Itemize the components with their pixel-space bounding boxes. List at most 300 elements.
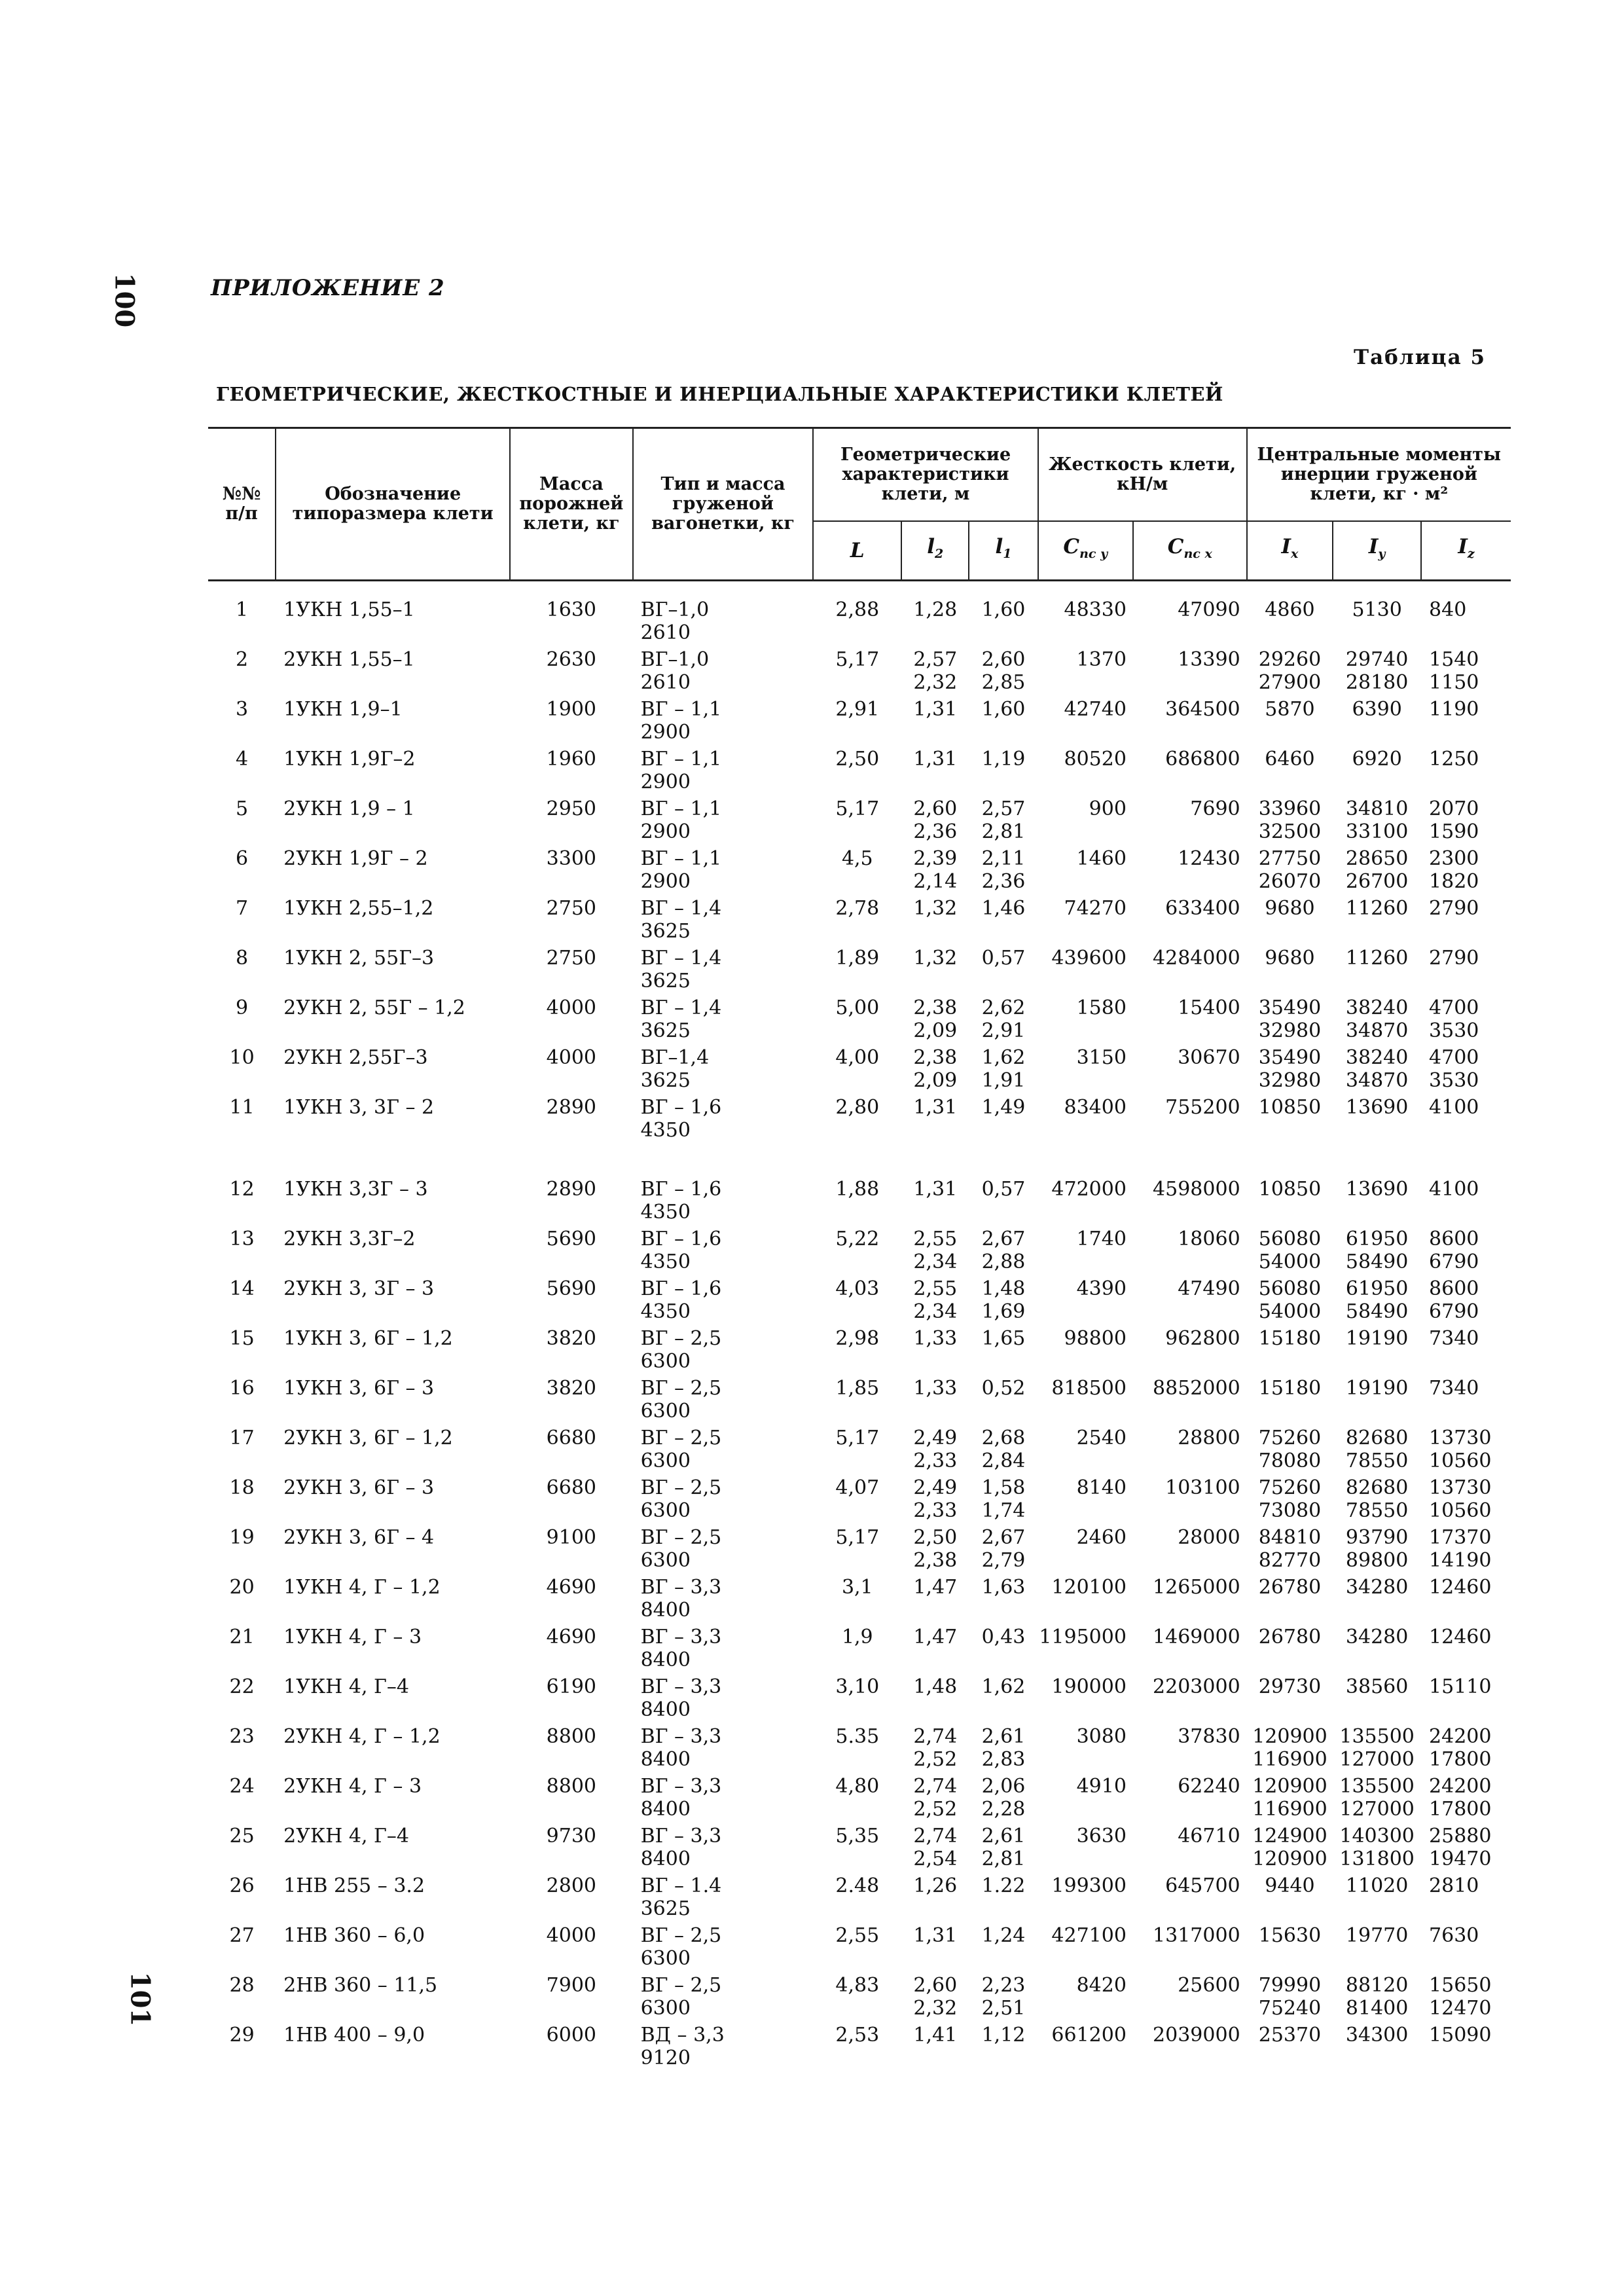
cell-wagon-line: 2610	[640, 671, 691, 694]
cell-ix	[1247, 1870, 1333, 1920]
cell-ix-line: 27750	[1258, 847, 1322, 870]
cell-name: 1НВ 400 – 9,0	[283, 2024, 425, 2047]
cell-l2-line: 1,33	[913, 1377, 958, 1400]
cell-cx: 15400	[1178, 996, 1240, 1019]
cell-ix-line: 32500	[1258, 820, 1322, 843]
cell-iy-line: 93790	[1345, 1526, 1409, 1549]
cell-mass: 6680	[546, 1427, 597, 1449]
cell-cx: 13390	[1178, 648, 1240, 671]
cell-mass: 4690	[546, 1576, 597, 1599]
cell-name: 2УКН 4, Г – 3	[283, 1775, 422, 1798]
cell-L: 5,17	[835, 1427, 880, 1449]
cell-l2-line: 1,31	[913, 698, 958, 721]
cell-l1-line: 2,67	[981, 1228, 1026, 1250]
cell-wagon-line: ВГ – 3,3	[640, 1825, 722, 1848]
cell-l2-line: 2,57	[913, 648, 958, 671]
cell-mass: 2800	[546, 1874, 597, 1897]
cell-L: 4,83	[835, 1974, 880, 1997]
header-stiffness: Жесткость клети, кН/м	[1038, 428, 1247, 522]
cell-l1	[969, 1042, 1038, 1092]
cell-l1	[969, 1373, 1038, 1423]
cell-l1	[969, 581, 1038, 645]
cell-iy-line: 127000	[1339, 1798, 1415, 1821]
cell-iz-line: 1190	[1429, 698, 1479, 721]
cell-cx: 686800	[1165, 748, 1240, 771]
cell-L: 5,17	[835, 648, 880, 671]
cell-ix-line: 120900	[1252, 1725, 1327, 1748]
cell-l1	[969, 1671, 1038, 1721]
cell-ix	[1247, 1821, 1333, 1870]
table-row	[208, 943, 1511, 993]
cell-L: 3,10	[835, 1675, 880, 1698]
cell-iz-line: 10560	[1429, 1499, 1492, 1522]
cell-ix-line: 56080	[1258, 1277, 1322, 1300]
cell-cy: 1740	[1076, 1228, 1127, 1250]
cell-ix	[1247, 744, 1333, 793]
cell-mass: 4000	[546, 996, 597, 1019]
cell-ix	[1247, 943, 1333, 993]
cell-iz-line: 13730	[1429, 1476, 1492, 1499]
cell-iz-line: 24200	[1429, 1725, 1492, 1748]
cell-l1	[969, 1920, 1038, 1970]
cell-wagon	[633, 1821, 814, 1870]
cell-iz	[1421, 694, 1511, 744]
cell-wagon-line: ВГ – 1.4	[640, 1874, 722, 1897]
cell-cy: 3080	[1076, 1725, 1127, 1748]
cell-name: 1УКН 4, Г – 3	[283, 1626, 422, 1649]
cell-wagon-line: ВГ – 2,5	[640, 1377, 722, 1400]
cell-cy: 48330	[1064, 598, 1127, 621]
cell-wagon-line: ВГ – 1,6	[640, 1277, 722, 1300]
cell-l2	[901, 1572, 969, 1622]
cell-name: 2УКН 1,9 – 1	[283, 797, 415, 820]
cell-ix-line: 54000	[1258, 1250, 1322, 1273]
cell-wagon-line: ВГ – 3,3	[640, 1725, 722, 1748]
cell-l1	[969, 1092, 1038, 1142]
cell-iz	[1421, 1224, 1511, 1273]
cell-mass: 3820	[546, 1377, 597, 1400]
cell-l1	[969, 843, 1038, 893]
header-geometry: Геометрические характеристики клети, м	[813, 428, 1038, 522]
cell-wagon-line: 8400	[640, 1698, 691, 1721]
cell-n: 18	[229, 1476, 255, 1499]
cell-wagon-line: 6300	[640, 1400, 691, 1423]
cell-cx: 4284000	[1153, 947, 1240, 970]
cell-wagon-line: ВГ – 1,4	[640, 947, 722, 970]
cell-l2	[901, 644, 969, 694]
cell-l1-line: 0,57	[981, 947, 1026, 970]
cell-L: 2,88	[835, 598, 880, 621]
table-row	[208, 744, 1511, 793]
cell-wagon-line: ВГ – 2,5	[640, 1526, 722, 1549]
cell-ix-line: 15180	[1258, 1377, 1322, 1400]
cell-iz	[1421, 843, 1511, 893]
cell-name: 1УКН 3,3Г – 3	[283, 1178, 428, 1201]
cell-wagon-line: ВГ–1,4	[640, 1046, 710, 1069]
cell-wagon-line: 3625	[640, 1019, 691, 1042]
cell-ix	[1247, 1472, 1333, 1522]
cell-l1	[969, 793, 1038, 843]
table-row	[208, 1472, 1511, 1522]
cell-iy	[1333, 1224, 1421, 1273]
cell-iz-line: 6790	[1429, 1250, 1479, 1273]
cell-iz	[1421, 1920, 1511, 1970]
cell-ix	[1247, 1970, 1333, 2020]
cell-ix-line: 26780	[1258, 1626, 1322, 1649]
cell-cx: 103100	[1165, 1476, 1240, 1499]
cell-iy	[1333, 581, 1421, 645]
cell-ix	[1247, 2020, 1333, 2069]
cell-iy	[1333, 843, 1421, 893]
cell-L: 5,35	[835, 1825, 880, 1848]
cell-wagon-line: 6300	[640, 1549, 691, 1572]
cell-mass: 6000	[546, 2024, 597, 2047]
cell-wagon-line: 2610	[640, 621, 691, 644]
cell-mass: 1960	[546, 748, 597, 771]
cell-iy-line: 135500	[1339, 1775, 1415, 1798]
cell-iz	[1421, 1870, 1511, 1920]
cell-iz	[1421, 1142, 1511, 1224]
cell-iy-line: 11260	[1345, 897, 1409, 920]
table-row	[208, 694, 1511, 744]
cell-ix-line: 124900	[1252, 1825, 1327, 1848]
cell-iy-line: 28650	[1345, 847, 1409, 870]
cell-l1-line: 1,74	[981, 1499, 1026, 1522]
cell-iz	[1421, 1323, 1511, 1373]
cell-l2	[901, 1920, 969, 1970]
cell-mass: 2950	[546, 797, 597, 820]
cell-ix-line: 10850	[1258, 1096, 1322, 1119]
cell-mass: 8800	[546, 1775, 597, 1798]
cell-name: 2УКН 3, 6Г – 4	[283, 1526, 435, 1549]
cell-wagon	[633, 1622, 814, 1671]
cell-l2-line: 2,39	[913, 847, 958, 870]
cell-iz-line: 2070	[1429, 797, 1479, 820]
cell-L: 2,50	[835, 748, 880, 771]
cell-wagon-line: ВД – 3,3	[640, 2024, 725, 2047]
cell-l1	[969, 1472, 1038, 1522]
cell-ix-line: 9680	[1265, 897, 1315, 920]
cell-ix	[1247, 1771, 1333, 1821]
cell-ix	[1247, 793, 1333, 843]
cell-l1	[969, 1821, 1038, 1870]
cell-l1-line: 2,23	[981, 1974, 1026, 1997]
cell-ix	[1247, 1920, 1333, 1970]
cell-wagon-line: ВГ – 2,5	[640, 1427, 722, 1449]
cell-ix	[1247, 1622, 1333, 1671]
cell-ix	[1247, 1323, 1333, 1373]
cell-ix	[1247, 1671, 1333, 1721]
table-row	[208, 1771, 1511, 1821]
cell-cy: 900	[1089, 797, 1127, 820]
cell-l1-line: 2,61	[981, 1725, 1026, 1748]
cell-l2	[901, 1522, 969, 1572]
cell-l2	[901, 694, 969, 744]
cell-wagon-line: ВГ – 3,3	[640, 1775, 722, 1798]
cell-wagon	[633, 793, 814, 843]
cell-iy	[1333, 1423, 1421, 1472]
cell-n: 12	[229, 1178, 255, 1201]
cell-wagon	[633, 993, 814, 1042]
cell-iz-line: 2300	[1429, 847, 1479, 870]
cell-L: 2,53	[835, 2024, 880, 2047]
cell-l2	[901, 1373, 969, 1423]
cell-iy-line: 13690	[1345, 1096, 1409, 1119]
cell-cy: 83400	[1064, 1096, 1127, 1119]
cell-iy-line: 34280	[1345, 1626, 1409, 1649]
cell-l1	[969, 1622, 1038, 1671]
cell-wagon-line: 3625	[640, 920, 691, 943]
cell-l2-line: 1,47	[913, 1576, 958, 1599]
cell-l2-line: 2,54	[913, 1848, 958, 1870]
cell-l1-line: 0,52	[981, 1377, 1026, 1400]
cell-iz	[1421, 943, 1511, 993]
cell-l2	[901, 993, 969, 1042]
cell-cx: 30670	[1178, 1046, 1240, 1069]
cell-l1	[969, 2020, 1038, 2069]
cell-ix-line: 5870	[1265, 698, 1315, 721]
cell-wagon	[633, 1771, 814, 1821]
cell-l1-line: 1,62	[981, 1046, 1026, 1069]
cell-mass: 2750	[546, 947, 597, 970]
cell-l1-line: 1.22	[981, 1874, 1026, 1897]
cell-L: 1,89	[835, 947, 880, 970]
cell-iy-line: 81400	[1345, 1997, 1409, 2020]
header-cx: $C_{пс x}$	[1133, 521, 1247, 581]
cell-ix-line: 82770	[1258, 1549, 1322, 1572]
cell-mass: 9100	[546, 1526, 597, 1549]
cell-wagon-line: 6300	[640, 1449, 691, 1472]
cell-iy-line: 19190	[1345, 1327, 1409, 1350]
cell-ix-line: 35490	[1258, 1046, 1322, 1069]
cell-iy-line: 38560	[1345, 1675, 1409, 1698]
cell-wagon-line: ВГ – 3,3	[640, 1626, 722, 1649]
cell-l2	[901, 744, 969, 793]
cell-L: 5,17	[835, 1526, 880, 1549]
cell-wagon	[633, 1572, 814, 1622]
cell-iz	[1421, 2020, 1511, 2069]
cell-l2-line: 2,55	[913, 1228, 958, 1250]
cell-wagon-line: ВГ–1,0	[640, 598, 710, 621]
cell-l1-line: 2,67	[981, 1526, 1026, 1549]
cell-ix-line: 15180	[1258, 1327, 1322, 1350]
cell-cy: 2460	[1076, 1526, 1127, 1549]
cell-iy	[1333, 694, 1421, 744]
table-row	[208, 1572, 1511, 1622]
cell-iz	[1421, 1821, 1511, 1870]
cell-l2-line: 1,47	[913, 1626, 958, 1649]
cell-mass: 4000	[546, 1046, 597, 1069]
cell-iz-line: 12460	[1429, 1576, 1492, 1599]
cell-ix-line: 75240	[1258, 1997, 1322, 2020]
cell-l1	[969, 1721, 1038, 1771]
table-row	[208, 644, 1511, 694]
cell-l1	[969, 1572, 1038, 1622]
cell-n: 28	[229, 1974, 255, 1997]
cell-iy-line: 61950	[1345, 1277, 1409, 1300]
cell-ix-line: 4860	[1265, 598, 1315, 621]
cell-n: 17	[229, 1427, 255, 1449]
cell-l1-line: 1,60	[981, 698, 1026, 721]
cell-iz-line: 17800	[1429, 1798, 1492, 1821]
cell-iz-line: 14190	[1429, 1549, 1492, 1572]
cell-iz-line: 8600	[1429, 1228, 1479, 1250]
cell-l2-line: 2,49	[913, 1476, 958, 1499]
cell-wagon-line: 4350	[640, 1250, 691, 1273]
cell-l2-line: 2,09	[913, 1019, 958, 1042]
cell-L: 4,5	[841, 847, 873, 870]
cell-iy-line: 26700	[1345, 870, 1409, 893]
cell-ix-line: 56080	[1258, 1228, 1322, 1250]
cell-l2-line: 2,34	[913, 1300, 958, 1323]
cell-l2-line: 1,33	[913, 1327, 958, 1350]
cell-l1-line: 1,49	[981, 1096, 1026, 1119]
cell-cx: 47090	[1178, 598, 1240, 621]
cell-l2-line: 1,31	[913, 1178, 958, 1201]
cell-L: 4,07	[835, 1476, 880, 1499]
cell-ix-line: 54000	[1258, 1300, 1322, 1323]
cell-name: 1УКН 4, Г – 1,2	[283, 1576, 441, 1599]
cell-cx: 28800	[1178, 1427, 1240, 1449]
cell-name: 1УКН 1,55–1	[283, 598, 415, 621]
table-row	[208, 843, 1511, 893]
cell-name: 2УКН 1,55–1	[283, 648, 415, 671]
cell-cx: 633400	[1165, 897, 1240, 920]
cell-wagon-line: ВГ – 1,1	[640, 748, 722, 771]
cell-iy-line: 82680	[1345, 1427, 1409, 1449]
cell-mass: 5690	[546, 1277, 597, 1300]
cell-ix	[1247, 1142, 1333, 1224]
cell-cy: 98800	[1064, 1327, 1127, 1350]
cell-iy	[1333, 1970, 1421, 2020]
cell-ix-line: 75260	[1258, 1427, 1322, 1449]
cell-iz	[1421, 581, 1511, 645]
cell-l1-line: 2,79	[981, 1549, 1026, 1572]
cell-iy-line: 82680	[1345, 1476, 1409, 1499]
cell-iy-line: 28180	[1345, 671, 1409, 694]
cell-cx: 1469000	[1153, 1626, 1240, 1649]
cell-mass: 3300	[546, 847, 597, 870]
cell-L: 1,9	[841, 1626, 873, 1649]
cell-name: 1УКН 3, 3Г – 2	[283, 1096, 435, 1119]
cell-wagon-line: ВГ – 1,1	[640, 847, 722, 870]
cell-l2	[901, 1323, 969, 1373]
cell-ix-line: 120900	[1252, 1848, 1327, 1870]
cell-l1-line: 1,60	[981, 598, 1026, 621]
cell-iz-line: 4100	[1429, 1178, 1479, 1201]
cell-n: 27	[229, 1924, 255, 1947]
cell-L: 2,98	[835, 1327, 880, 1350]
table-row	[208, 1042, 1511, 1092]
cell-l2	[901, 1092, 969, 1142]
cell-iy	[1333, 1323, 1421, 1373]
cell-iy-line: 135500	[1339, 1725, 1415, 1748]
cell-wagon-line: 2900	[640, 870, 691, 893]
cell-wagon-line: 6300	[640, 1997, 691, 2020]
cell-wagon-line: 8400	[640, 1798, 691, 1821]
cell-wagon-line: ВГ – 1,6	[640, 1178, 722, 1201]
cell-wagon-line: 3625	[640, 970, 691, 993]
cell-iy	[1333, 1373, 1421, 1423]
cell-iz-line: 4700	[1429, 1046, 1479, 1069]
cell-iy	[1333, 1821, 1421, 1870]
cell-mass: 2890	[546, 1096, 597, 1119]
cell-iz-line: 17800	[1429, 1748, 1492, 1771]
cell-ix	[1247, 1273, 1333, 1323]
cell-l2-line: 1,41	[913, 2024, 958, 2047]
cell-wagon-line: 6300	[640, 1499, 691, 1522]
cell-iy-line: 58490	[1345, 1250, 1409, 1273]
cell-iz	[1421, 1423, 1511, 1472]
cell-wagon	[633, 1224, 814, 1273]
cell-cy: 120100	[1051, 1576, 1127, 1599]
cell-iy-line: 127000	[1339, 1748, 1415, 1771]
cell-name: 1УКН 3, 6Г – 1,2	[283, 1327, 453, 1350]
cell-ix-line: 29260	[1258, 648, 1322, 671]
table-row	[208, 1821, 1511, 1870]
cell-iz-line: 15090	[1429, 2024, 1492, 2047]
table-row	[208, 793, 1511, 843]
cell-l2	[901, 1224, 969, 1273]
cell-iy-line: 131800	[1339, 1848, 1415, 1870]
header-cy: $C_{пс y}$	[1038, 521, 1133, 581]
cell-iz	[1421, 1273, 1511, 1323]
cell-L: 4,80	[835, 1775, 880, 1798]
table-label: Таблица 5	[1354, 346, 1487, 369]
cell-l1-line: 2,91	[981, 1019, 1026, 1042]
cell-iz	[1421, 644, 1511, 694]
table-row	[208, 2020, 1511, 2069]
header-iy: $I_y$	[1333, 521, 1421, 581]
cell-iy-line: 19770	[1345, 1924, 1409, 1947]
cell-wagon	[633, 843, 814, 893]
cell-iz	[1421, 1572, 1511, 1622]
cell-wagon-line: ВГ – 1,4	[640, 897, 722, 920]
cell-ix-line: 29730	[1258, 1675, 1322, 1698]
cell-iy	[1333, 2020, 1421, 2069]
cell-l1-line: 2,28	[981, 1798, 1026, 1821]
cell-iy	[1333, 1142, 1421, 1224]
cell-iz-line: 7340	[1429, 1327, 1479, 1350]
cell-L: 2,91	[835, 698, 880, 721]
cell-iz-line: 15110	[1429, 1675, 1492, 1698]
cell-iy	[1333, 993, 1421, 1042]
cell-l2-line: 2,38	[913, 996, 958, 1019]
cell-l2	[901, 1423, 969, 1472]
table-row	[208, 1092, 1511, 1142]
cell-l2-line: 2,38	[913, 1046, 958, 1069]
cell-cy: 74270	[1064, 897, 1127, 920]
table-row	[208, 1870, 1511, 1920]
cell-l1-line: 2,88	[981, 1250, 1026, 1273]
cell-ix-line: 75260	[1258, 1476, 1322, 1499]
cell-iz	[1421, 744, 1511, 793]
cell-name: 2УКН 3,3Г–2	[283, 1228, 416, 1250]
cell-n: 13	[229, 1228, 255, 1250]
cell-iy	[1333, 1273, 1421, 1323]
cell-name: 2УКН 4, Г – 1,2	[283, 1725, 441, 1748]
table-row	[208, 1622, 1511, 1671]
cell-n: 29	[229, 2024, 255, 2047]
cell-wagon-line: 8400	[640, 1599, 691, 1622]
cell-l1-line: 1,63	[981, 1576, 1026, 1599]
cell-l1-line: 2,81	[981, 820, 1026, 843]
cell-l2-line: 2,52	[913, 1798, 958, 1821]
cell-wagon-line: ВГ – 2,5	[640, 1327, 722, 1350]
cell-iz-line: 1590	[1429, 820, 1479, 843]
cell-L: 5,22	[835, 1228, 880, 1250]
cell-iz	[1421, 1671, 1511, 1721]
